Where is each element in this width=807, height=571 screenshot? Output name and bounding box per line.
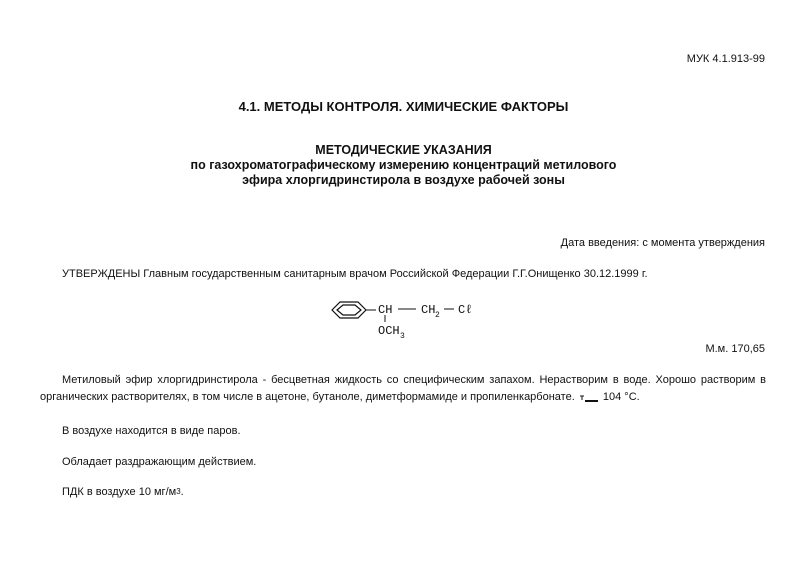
- section-title: 4.1. МЕТОДЫ КОНТРОЛЯ. ХИМИЧЕСКИЕ ФАКТОРЫ: [238, 99, 569, 114]
- paragraph-properties-text: Метиловый эфир хлоргидринстирола - бесцветная жидкость со специфическим запахом. Нерастворим в воде. Хорошо растворим в органических растворителях, в том числе в ацетоне, бутаноле, диметформамиде и пропиленкарбонате.: [40, 374, 766, 403]
- paragraph-properties: [40, 372, 766, 406]
- formula-ch: CH: [378, 303, 393, 317]
- mac-unit-superscript: 3: [176, 487, 181, 496]
- mac-period: .: [180, 486, 184, 498]
- boiling-point-symbol-icon: [578, 391, 600, 403]
- paragraph-mac: [62, 486, 184, 498]
- formula-och3: OCH: [378, 324, 400, 338]
- paragraph-effect: Обладает раздражающим действием.: [62, 456, 257, 468]
- introduction-date: Дата введения: с момента утверждения: [560, 237, 765, 249]
- title-line-3: эфира хлоргидринстирола в воздухе рабочей зоны: [242, 173, 565, 187]
- paragraph-state: В воздухе находится в виде паров.: [62, 425, 241, 437]
- document-code: МУК 4.1.913-99: [686, 53, 765, 65]
- mac-text: ПДК в воздухе 10 мг/м: [62, 486, 177, 498]
- benzene-ring-icon: [332, 302, 366, 318]
- formula-och3-subscript: 3: [400, 332, 405, 340]
- formula-ch2-subscript: 2: [435, 311, 440, 320]
- molar-mass: М.м. 170,65: [705, 343, 765, 355]
- title-line-2: по газохроматографическому измерению концентраций метилового: [190, 158, 617, 172]
- title-line-1: МЕТОДИЧЕСКИЕ УКАЗАНИЯ: [315, 143, 492, 157]
- boiling-point-value: 104 °С.: [602, 391, 640, 403]
- approval-line: УТВЕРЖДЕНЫ Главным государственным санитарным врачом Российской Федерации Г.Г.Онищенко 30.12.1999 г.: [62, 268, 648, 280]
- formula-ch2: CH: [421, 303, 436, 317]
- structural-formula: [328, 290, 498, 340]
- formula-cl: Cℓ: [458, 303, 473, 317]
- document-title: [0, 143, 807, 188]
- formula-diagram: [328, 290, 498, 340]
